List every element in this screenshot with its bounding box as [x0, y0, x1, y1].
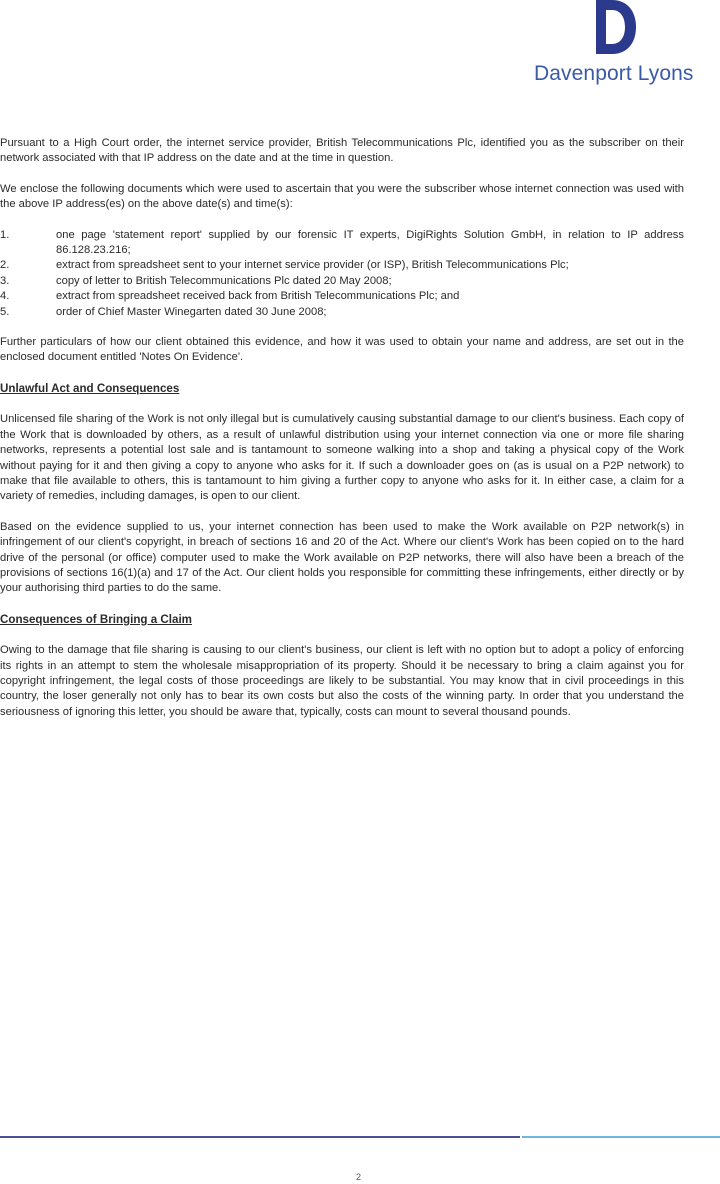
footer-rule-left	[0, 1136, 520, 1138]
paragraph-unlicensed-file-sharing: Unlicensed file sharing of the Work is not only illegal but is cumulatively causing substantial damage to our client's business. Each copy of the Work that is downloaded by others, as a result of unlawful distribution using your internet connection via one or more file sharing networks, represents a potential lost sale and is tantamount to someone walking into a shop and taking a physical copy of the Work without paying for it and then giving a copy to anyone who asks for it. If such a downloader goes on (as is usual on a P2P network) to make that file available to others, this is tantamount to him giving a further copy to anyone who asks for it. In either case, a claim for a variety of remedies, including damages, is open to our client.	[0, 413, 684, 503]
footer-rule-right	[522, 1136, 720, 1138]
list-item	[0, 274, 684, 289]
list-item-number: 4.	[0, 290, 10, 303]
company-logo	[530, 0, 720, 100]
paragraph-notes-on-evidence: Further particulars of how our client obtained this evidence, and how it was used to obtain your name and address, are set out in the enclosed document entitled 'Notes On Evidence'.	[0, 336, 684, 364]
letter-body	[0, 136, 684, 735]
list-item-number: 2.	[0, 259, 10, 272]
enclosed-documents-list	[0, 228, 684, 320]
list-item-text: extract from spreadsheet received back from British Telecommunications Plc; and	[56, 290, 460, 303]
list-item-text: copy of letter to British Telecommunications Plc dated 20 May 2008;	[56, 274, 392, 287]
paragraph-enclosed-documents: We enclose the following documents which were used to ascertain that you were the subscriber whose internet connection was used with the above IP address(es) on the above date(s) and time(s):	[0, 182, 684, 211]
paragraph-evidence-supplied: Based on the evidence supplied to us, your internet connection has been used to make the Work available on P2P network(s) in infringement of our client's copyright, in breach of sections 16 and 20 of the Act. Where our client's Work has been copied on to the hard drive of the personal (or office) computer used to make the Work available on P2P networks, there will also have been a breach of the provisions of sections 16(1)(a) and 17 of the Act. Our client holds you responsible for committing these infringements, either directly or by your authorising third parties to do the same.	[0, 520, 684, 595]
list-item-text: extract from spreadsheet sent to your internet service provider (or ISP), British Telecommunications Plc;	[56, 259, 569, 272]
list-item-text: order of Chief Master Winegarten dated 30 June 2008;	[56, 305, 327, 318]
list-item	[0, 305, 684, 320]
list-item-number: 5.	[0, 305, 10, 318]
list-item-number: 1.	[0, 228, 10, 241]
davenport-lyons-d-logo-icon	[594, 0, 638, 54]
paragraph-high-court-order: Pursuant to a High Court order, the internet service provider, British Telecommunications Plc, identified you as the subscriber on their network associated with that IP address on the date and at the time in question.	[0, 137, 684, 165]
paragraph-damage-costs: Owing to the damage that file sharing is causing to our client's business, our client is left with no option but to adopt a policy of enforcing its rights in an attempt to stem the wholesale misappropriation of its property. Should it be necessary to bring a claim against you for copyright infringement, the legal costs of those proceedings are likely to be substantial. You may know that in civil proceedings in this country, the loser generally not only has to bear its own costs but also the costs of the winning party. In order that you understand the seriousness of ignoring this letter, you should be aware that, typically, costs can mount to several thousand pounds.	[0, 644, 684, 718]
list-item	[0, 258, 684, 273]
heading-unlawful-act: Unlawful Act and Consequences	[0, 381, 180, 395]
list-item	[0, 289, 684, 304]
heading-consequences-claim: Consequences of Bringing a Claim	[0, 612, 192, 626]
page-number: 2	[356, 1172, 362, 1182]
company-name: Davenport Lyons	[534, 62, 694, 85]
list-item-text: one page 'statement report' supplied by our forensic IT experts, DigiRights Solution GmbH, in relation to IP address 86.128.23.216;	[56, 228, 684, 257]
list-item-number: 3.	[0, 274, 10, 287]
list-item	[0, 228, 684, 259]
